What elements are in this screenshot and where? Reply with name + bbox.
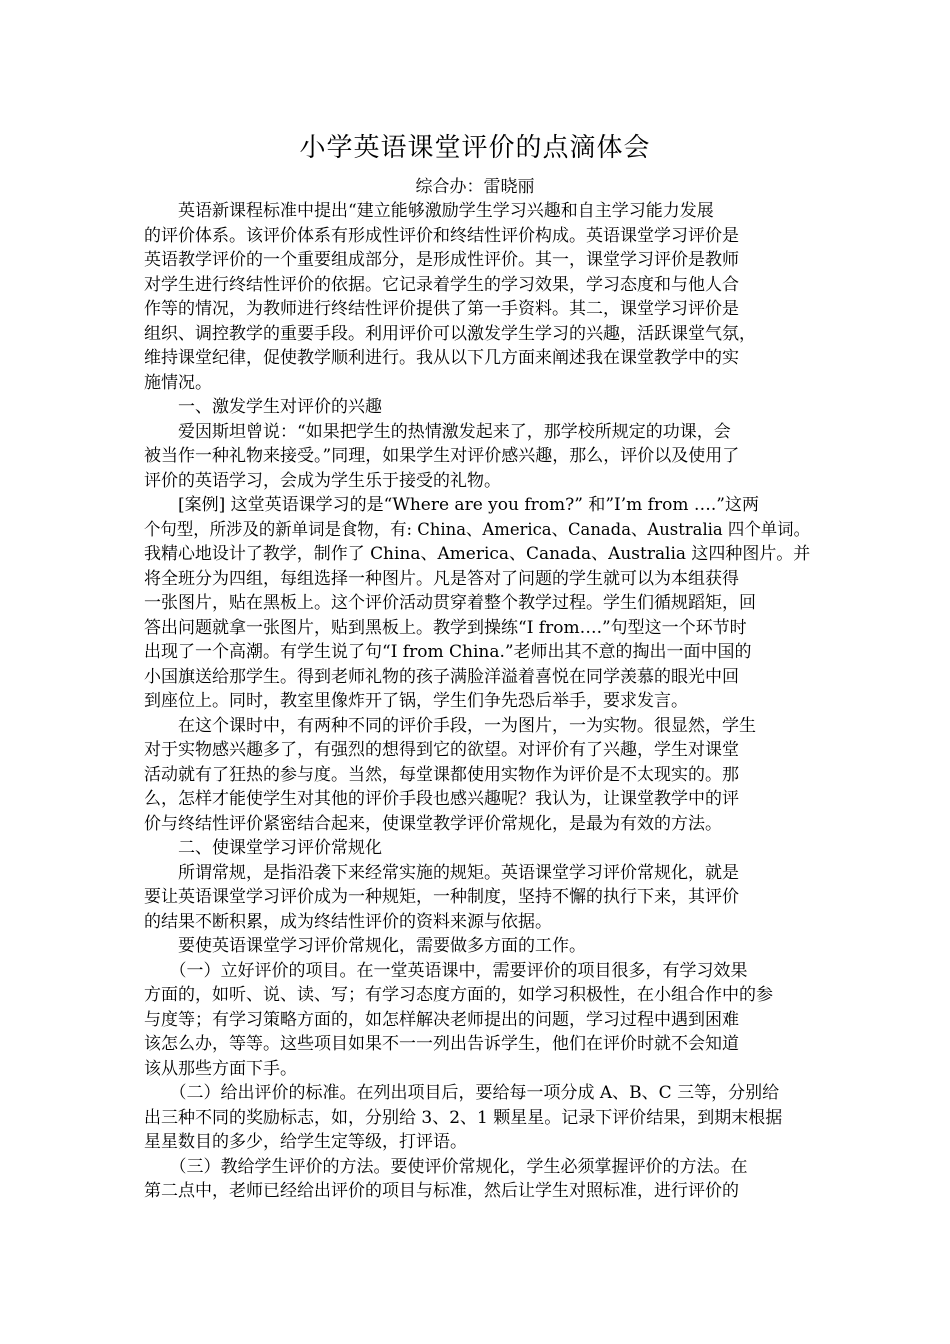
body-line: 被当作一种礼物来接受。”同理，如果学生对评价感兴趣，那么，评价以及使用了: [144, 446, 740, 466]
body-line: 到座位上。同时，教室里像炸开了锅，学生们争先恐后举手，要求发言。: [144, 691, 688, 711]
body-line: 评价的英语学习，会成为学生乐于接受的礼物。: [144, 470, 501, 491]
body-line: 星星数目的多少，给学生定等级，打评语。: [144, 1132, 467, 1152]
body-line: 价与终结性评价紧密结合起来，使课堂教学评价常规化，是最为有效的方法。: [144, 813, 722, 834]
body-line: 爱因斯坦曾说：“如果把学生的热情激发起来了，那学校所规定的功课，会: [144, 421, 731, 442]
body-line: 与度等；有学习策略方面的，如怎样解决老师提出的问题，学习过程中遇到困难: [144, 1009, 739, 1030]
body-line: 维持课堂纪律，促使教学顺利进行。我从以下几方面来阐述我在课堂教学中的实: [144, 348, 739, 368]
body-line: 对学生进行终结性评价的依据。它记录着学生的学习效果，学习态度和与他人合: [144, 274, 739, 295]
body-line: 作等的情况，为教师进行终结性评价提供了第一手资料。其二，课堂学习评价是: [144, 299, 739, 319]
body-line: 该怎么办，等等。这些项目如果不一一列出告诉学生，他们在评价时就不会知道: [144, 1034, 739, 1054]
body-line: 的结果不断积累，成为终结性评价的资料来源与依据。: [144, 911, 552, 932]
body-line: 第二点中，老师已经给出评价的项目与标准，然后让学生对照标准，进行评价的: [144, 1181, 739, 1201]
body-line: 方面的，如听、说、读、写；有学习态度方面的，如学习积极性，在小组合作中的参: [144, 985, 773, 1005]
body-line: 的评价体系。该评价体系有形成性评价和终结性评价构成。英语课堂学习评价是: [144, 225, 739, 246]
body-line: 一张图片，贴在黑板上。这个评价活动贯穿着整个教学过程。学生们循规蹈矩，回: [144, 593, 756, 613]
document-title: 小学英语课堂评价的点滴体会: [299, 133, 651, 163]
body-line: 答出问题就拿一张图片，贴到黑板上。教学到操练“I from….”句型这一个环节时: [144, 617, 747, 638]
body-line: 我精心地设计了教学，制作了 China、America、Canada、Australia 这四种图片。并: [144, 544, 811, 564]
body-line: [案例] 这堂英语课学习的是“Where are you from?” 和”I’m from ….”这两: [144, 495, 759, 515]
body-line: 对于实物感兴趣多了，有强烈的想得到它的欲望。对评价有了兴趣，学生对课堂: [144, 740, 739, 760]
body-line: 一、激发学生对评价的兴趣: [144, 397, 382, 417]
document-author: 综合办：雷晓丽: [415, 177, 535, 197]
body-line: 英语教学评价的一个重要组成部分，是形成性评价。其一，课堂学习评价是教师: [144, 250, 739, 270]
body-line: （二）给出评价的标准。在列出项目后，要给每一项分成 A、B、C 三等，分别给: [144, 1083, 780, 1103]
body-line: 小国旗送给那学生。得到老师礼物的孩子满脸洋溢着喜悦在同学羡慕的眼光中回: [144, 666, 739, 687]
body-line: 二、使课堂学习评价常规化: [144, 838, 382, 858]
body-line: 出三种不同的奖励标志，如，分别给 3、2、1 颗星星。记录下评价结果，到期末根据: [144, 1107, 783, 1128]
body-line: 将全班分为四组，每组选择一种图片。凡是答对了问题的学生就可以为本组获得: [144, 568, 739, 589]
body-line: 活动就有了狂热的参与度。当然，每堂课都使用实物作为评价是不太现实的。那: [144, 764, 739, 785]
body-line: 个句型，所涉及的新单词是食物，有: China、America、Canada、Australia 四个单词。: [144, 519, 810, 540]
body-line: 出现了一个高潮。有学生说了句“I from China.”老师出其不意的掏出一面中国的: [144, 642, 752, 662]
body-line: 么，怎样才能使学生对其他的评价手段也感兴趣呢？我认为，让课堂教学中的评: [144, 789, 739, 809]
body-line: 英语新课程标准中提出“建立能够激励学生学习兴趣和自主学习能力发展: [144, 201, 714, 221]
body-line: （三）教给学生评价的方法。要使评价常规化，学生必须掌握评价的方法。在: [144, 1156, 748, 1177]
body-line: 要使英语课堂学习评价常规化，需要做多方面的工作。: [144, 936, 586, 956]
body-line: 组织、调控教学的重要手段。利用评价可以激发学生学习的兴趣，活跃课堂气氛，: [144, 323, 756, 344]
body-line: （一）立好评价的项目。在一堂英语课中，需要评价的项目很多，有学习效果: [144, 960, 748, 981]
body-line: 所谓常规，是指沿袭下来经常实施的规矩。英语课堂学习评价常规化，就是: [144, 862, 739, 883]
body-line: 在这个课时中，有两种不同的评价手段，一为图片，一为实物。很显然，学生: [144, 715, 756, 736]
body-line: 要让英语课堂学习评价成为一种规矩，一种制度，坚持不懈的执行下来，其评价: [144, 887, 739, 907]
document-body: [144, 199, 810, 1204]
body-line: 该从那些方面下手。: [144, 1058, 297, 1079]
body-line: 施情况。: [144, 372, 212, 393]
